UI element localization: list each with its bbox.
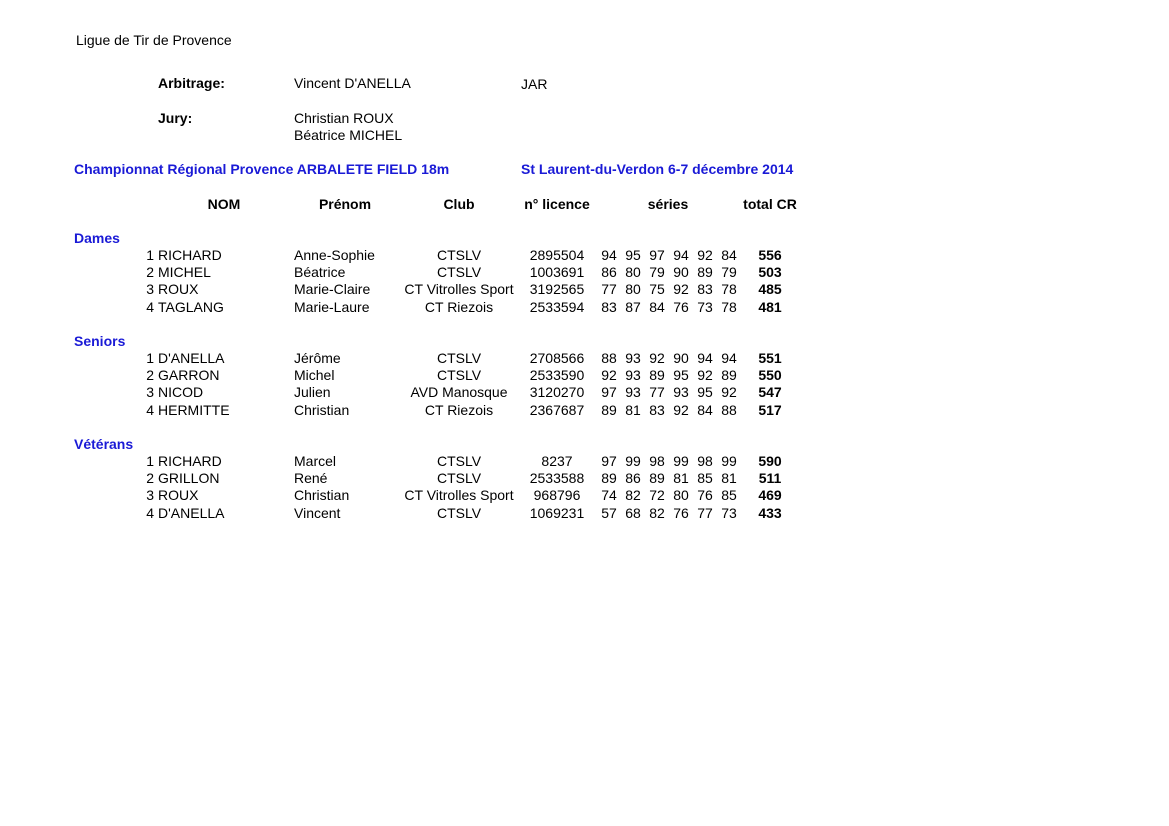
club-cell: CTSLV: [436, 247, 482, 263]
series-score-cell: 80: [625, 281, 641, 298]
prenom-cell: Jérôme: [294, 350, 341, 366]
licence-cell: 968796: [533, 487, 581, 504]
rank-cell: 4: [146, 298, 154, 315]
series-score-cell: 99: [721, 453, 737, 469]
series-score-cell: 73: [697, 298, 713, 315]
series-score-cell: 85: [721, 487, 737, 504]
prenom-cell: Julien: [294, 384, 331, 401]
series-score-cell: 77: [697, 504, 713, 521]
nom-cell: NICOD: [158, 384, 204, 401]
series-score-cell: 97: [601, 453, 617, 469]
total-cell: 503: [758, 264, 782, 281]
column-header-prenom: Prénom: [318, 196, 372, 212]
series-score-cell: 86: [625, 470, 641, 487]
table-row: [0, 505, 1169, 522]
series-score-cell: 76: [697, 487, 713, 504]
series-score-cell: 78: [721, 281, 737, 298]
series-score-cell: 87: [625, 298, 641, 315]
total-cell: 551: [758, 350, 782, 366]
series-score-cell: 88: [721, 401, 737, 418]
club-cell: CTSLV: [436, 470, 482, 487]
total-cell: 547: [758, 384, 782, 401]
club-cell: CTSLV: [436, 504, 482, 521]
jury-member-2: Béatrice MICHEL: [294, 127, 403, 143]
total-cell: 469: [758, 487, 782, 504]
licence-cell: 2895504: [529, 247, 585, 263]
prenom-cell: Marie-Claire: [294, 281, 371, 298]
club-cell: CTSLV: [436, 350, 482, 366]
rank-cell: 1: [146, 247, 154, 263]
series-score-cell: 89: [601, 470, 617, 487]
series-score-cell: 98: [697, 453, 713, 469]
series-score-cell: 73: [721, 504, 737, 521]
nom-cell: TAGLANG: [158, 298, 224, 315]
table-row: [0, 384, 1169, 401]
nom-cell: HERMITTE: [158, 401, 230, 418]
series-score-cell: 78: [721, 298, 737, 315]
rank-cell: 4: [146, 504, 154, 521]
licence-cell: 3192565: [529, 281, 585, 298]
series-score-cell: 92: [697, 247, 713, 263]
table-row: [0, 453, 1169, 470]
series-score-cell: 84: [649, 298, 665, 315]
series-score-cell: 93: [625, 350, 641, 366]
licence-cell: 2367687: [529, 401, 585, 418]
rank-cell: 3: [146, 487, 154, 504]
nom-cell: ROUX: [158, 281, 199, 298]
prenom-cell: Béatrice: [294, 264, 346, 281]
arbitrage-role: JAR: [521, 76, 548, 92]
series-score-cell: 68: [625, 504, 641, 521]
series-score-cell: 75: [649, 281, 665, 298]
series-score-cell: 94: [721, 350, 737, 366]
series-score-cell: 95: [625, 247, 641, 263]
series-score-cell: 92: [601, 367, 617, 384]
organization-name: Ligue de Tir de Provence: [76, 32, 232, 48]
jury-label: Jury:: [158, 110, 193, 126]
prenom-cell: Christian: [294, 487, 350, 504]
table-row: [0, 299, 1169, 316]
series-score-cell: 92: [697, 367, 713, 384]
series-score-cell: 94: [697, 350, 713, 366]
club-cell: CT Vitrolles Sport: [404, 487, 514, 504]
series-score-cell: 81: [673, 470, 689, 487]
nom-cell: GRILLON: [158, 470, 220, 487]
licence-cell: 2708566: [529, 350, 585, 366]
club-cell: CTSLV: [436, 453, 482, 469]
series-score-cell: 92: [673, 401, 689, 418]
rank-cell: 3: [146, 281, 154, 298]
club-cell: CT Riezois: [424, 298, 494, 315]
series-score-cell: 94: [601, 247, 617, 263]
licence-cell: 2533588: [529, 470, 585, 487]
series-score-cell: 88: [601, 350, 617, 366]
table-row: [0, 350, 1169, 367]
total-cell: 517: [758, 401, 782, 418]
series-score-cell: 79: [721, 264, 737, 281]
jury-member-1: Christian ROUX: [294, 110, 394, 126]
series-score-cell: 92: [721, 384, 737, 401]
series-score-cell: 82: [649, 504, 665, 521]
club-cell: CTSLV: [436, 264, 482, 281]
series-score-cell: 84: [721, 247, 737, 263]
series-score-cell: 76: [673, 504, 689, 521]
column-header-club: Club: [443, 196, 475, 212]
series-score-cell: 82: [625, 487, 641, 504]
prenom-cell: Marcel: [294, 453, 337, 469]
arbitrage-name: Vincent D'ANELLA: [294, 75, 411, 91]
nom-cell: MICHEL: [158, 264, 211, 281]
series-score-cell: 92: [673, 281, 689, 298]
series-score-cell: 77: [601, 281, 617, 298]
prenom-cell: Anne-Sophie: [294, 247, 375, 263]
series-score-cell: 76: [673, 298, 689, 315]
series-score-cell: 83: [601, 298, 617, 315]
series-score-cell: 57: [601, 504, 617, 521]
nom-cell: GARRON: [158, 367, 220, 384]
series-score-cell: 83: [697, 281, 713, 298]
series-score-cell: 77: [649, 384, 665, 401]
series-score-cell: 90: [673, 264, 689, 281]
club-cell: CT Riezois: [424, 401, 494, 418]
series-score-cell: 80: [673, 487, 689, 504]
prenom-cell: Marie-Laure: [294, 298, 370, 315]
event-title: Championnat Régional Provence ARBALETE FIELD 18m: [74, 161, 450, 177]
column-header-licence: n° licence: [524, 196, 590, 212]
column-header-nom: NOM: [207, 196, 241, 212]
prenom-cell: Christian: [294, 401, 350, 418]
series-score-cell: 93: [625, 384, 641, 401]
table-row: [0, 470, 1169, 487]
total-cell: 433: [758, 504, 782, 521]
licence-cell: 3120270: [529, 384, 585, 401]
series-score-cell: 95: [697, 384, 713, 401]
total-cell: 590: [758, 453, 782, 469]
nom-cell: D'ANELLA: [158, 504, 225, 521]
series-score-cell: 85: [697, 470, 713, 487]
category-title: Seniors: [74, 333, 126, 349]
club-cell: CT Vitrolles Sport: [404, 281, 514, 298]
series-score-cell: 84: [697, 401, 713, 418]
arbitrage-label: Arbitrage:: [158, 75, 225, 91]
nom-cell: ROUX: [158, 487, 199, 504]
series-score-cell: 72: [649, 487, 665, 504]
licence-cell: 2533590: [529, 367, 585, 384]
category-title: Dames: [74, 230, 120, 246]
total-cell: 550: [758, 367, 782, 384]
series-score-cell: 94: [673, 247, 689, 263]
series-score-cell: 89: [601, 401, 617, 418]
rank-cell: 2: [146, 470, 154, 487]
series-score-cell: 98: [649, 453, 665, 469]
rank-cell: 2: [146, 264, 154, 281]
table-row: [0, 264, 1169, 281]
nom-cell: RICHARD: [158, 247, 222, 263]
event-place-date: St Laurent-du-Verdon 6-7 décembre 2014: [521, 161, 794, 177]
series-score-cell: 99: [625, 453, 641, 469]
club-cell: AVD Manosque: [410, 384, 508, 401]
licence-cell: 2533594: [529, 298, 585, 315]
club-cell: CTSLV: [436, 367, 482, 384]
series-score-cell: 93: [673, 384, 689, 401]
series-score-cell: 80: [625, 264, 641, 281]
series-score-cell: 74: [601, 487, 617, 504]
column-header-total: total CR: [743, 196, 797, 212]
series-score-cell: 86: [601, 264, 617, 281]
rank-cell: 1: [146, 453, 154, 469]
nom-cell: RICHARD: [158, 453, 222, 469]
series-score-cell: 90: [673, 350, 689, 366]
total-cell: 485: [758, 281, 782, 298]
table-row: [0, 367, 1169, 384]
series-score-cell: 93: [625, 367, 641, 384]
rank-cell: 3: [146, 384, 154, 401]
table-row: [0, 487, 1169, 504]
series-score-cell: 97: [649, 247, 665, 263]
total-cell: 511: [758, 470, 782, 487]
series-score-cell: 81: [625, 401, 641, 418]
rank-cell: 1: [146, 350, 154, 366]
series-score-cell: 92: [649, 350, 665, 366]
prenom-cell: Michel: [294, 367, 335, 384]
column-header-series: séries: [647, 196, 689, 212]
total-cell: 556: [758, 247, 782, 263]
licence-cell: 1069231: [529, 504, 585, 521]
category-title: Vétérans: [74, 436, 134, 452]
series-score-cell: 89: [649, 367, 665, 384]
table-row: [0, 402, 1169, 419]
series-score-cell: 97: [601, 384, 617, 401]
licence-cell: 1003691: [529, 264, 585, 281]
series-score-cell: 89: [721, 367, 737, 384]
table-row: [0, 247, 1169, 264]
prenom-cell: Vincent: [294, 504, 341, 521]
nom-cell: D'ANELLA: [158, 350, 225, 366]
total-cell: 481: [758, 298, 782, 315]
series-score-cell: 83: [649, 401, 665, 418]
series-score-cell: 81: [721, 470, 737, 487]
table-row: [0, 281, 1169, 298]
series-score-cell: 79: [649, 264, 665, 281]
series-score-cell: 89: [649, 470, 665, 487]
series-score-cell: 99: [673, 453, 689, 469]
series-score-cell: 89: [697, 264, 713, 281]
prenom-cell: René: [294, 470, 328, 487]
rank-cell: 2: [146, 367, 154, 384]
rank-cell: 4: [146, 401, 154, 418]
licence-cell: 8237: [541, 453, 573, 469]
series-score-cell: 95: [673, 367, 689, 384]
